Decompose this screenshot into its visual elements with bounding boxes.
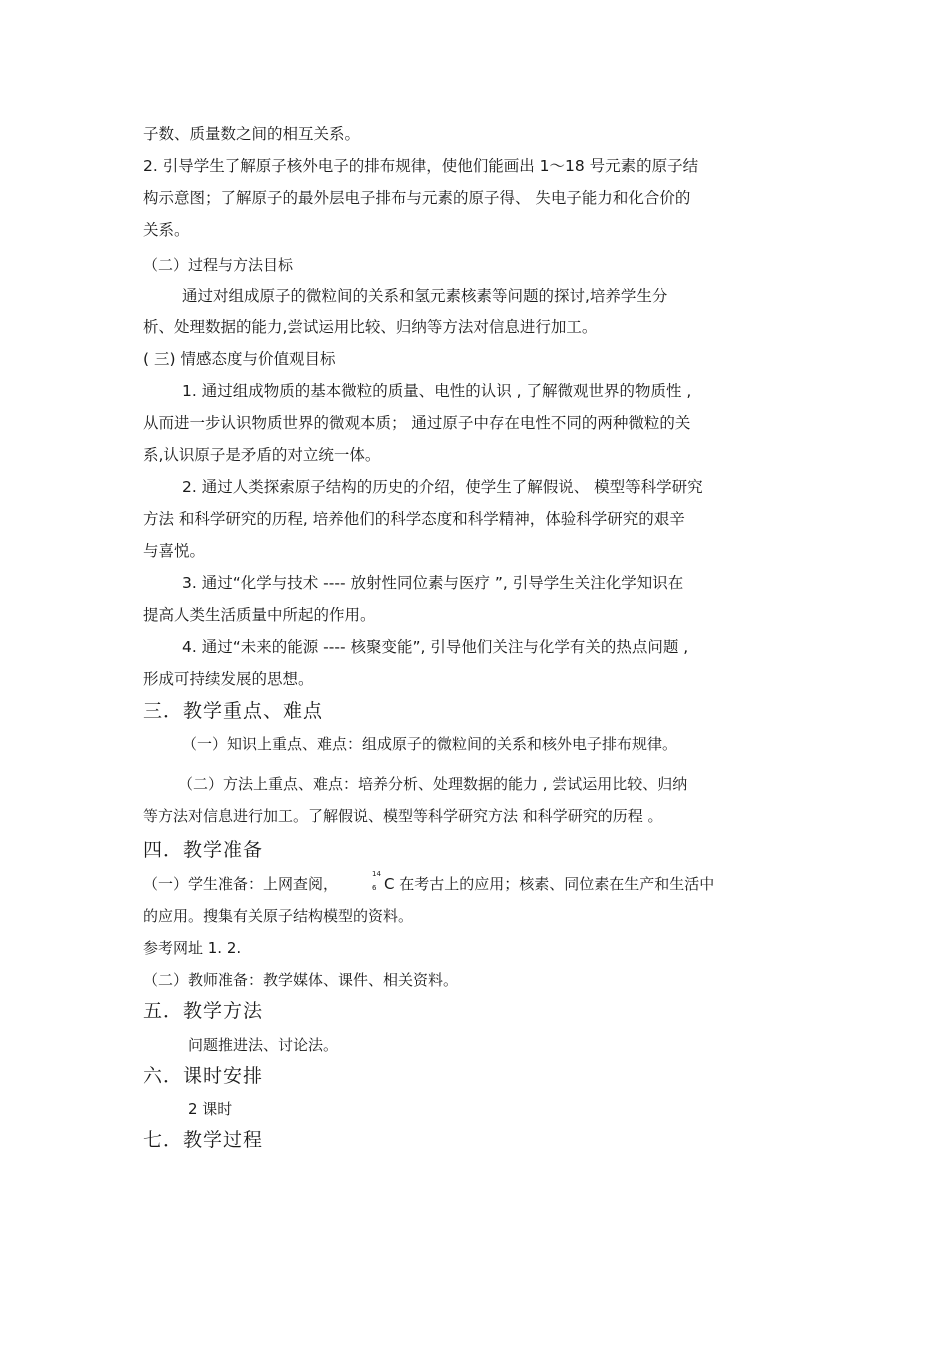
text-line: 析、处理数据的能力,尝试运用比较、归纳等方法对信息进行加工。 — [143, 318, 598, 336]
subheading: ( 三) 情感态度与价值观目标 — [143, 350, 336, 368]
text-line: 参考网址 1. 2. — [143, 939, 242, 957]
text-line: 的应用。搜集有关原子结构模型的资料。 — [143, 907, 414, 925]
isotope-notation — [370, 870, 384, 894]
section-heading: 五．教学方法 — [143, 1000, 264, 1022]
text-line: 2. 引导学生了解原子核外电子的排布规律，使他们能画出 1～18 号元素的原子结 — [143, 157, 699, 175]
text-line: 4. 通过“未来的能源 ---- 核聚变能”, 引导他们关注与化学有关的热点问题 , — [182, 638, 689, 656]
text-line: 从而进一步认识物质世界的微观本质； 通过原子中存在电性不同的两种微粒的关 — [143, 414, 691, 432]
text-line: 子数、质量数之间的相互关系。 — [143, 125, 361, 143]
text-line: 1. 通过组成物质的基本微粒的质量、电性的认识 , 了解微观世界的物质性 , — [182, 382, 692, 400]
element-symbol: C — [384, 875, 395, 893]
section-heading: 四．教学准备 — [143, 839, 264, 861]
text-line: 构示意图；了解原子的最外层电子排布与元素的原子得、 失电子能力和化合价的 — [143, 189, 691, 207]
text-line: 方法 和科学研究的历程, 培养他们的科学态度和科学精神，体验科学研究的艰辛 — [143, 510, 685, 528]
text-line: 通过对组成原子的微粒间的关系和氢元素核素等问题的探讨,培养学生分 — [182, 287, 668, 305]
section-heading: 六．课时安排 — [143, 1065, 264, 1087]
text-line: 形成可持续发展的思想。 — [143, 670, 314, 688]
text-line: 3. 通过“化学与技术 ---- 放射性同位素与医疗 ”, 引导学生关注化学知识在 — [182, 574, 684, 592]
text-line: 与喜悦。 — [143, 542, 206, 560]
text-line: （一）知识上重点、难点：组成原子的微粒间的关系和核外电子排布规律。 — [182, 735, 678, 753]
atomic-number: 6 — [372, 884, 377, 892]
text-line — [143, 870, 715, 894]
text-line: 关系。 — [143, 221, 190, 239]
text-line: 系,认识原子是矛盾的对立统一体。 — [143, 446, 381, 464]
text-line: （二）方法上重点、难点：培养分析、处理数据的能力 , 尝试运用比较、归纳 — [178, 775, 688, 793]
section-heading: 三．教学重点、难点 — [143, 700, 324, 722]
text-line: 问题推进法、讨论法。 — [188, 1036, 339, 1054]
text-segment: 在考古上的应用；核素、同位素在生产和生活中 — [394, 875, 715, 893]
text-line: 等方法对信息进行加工。了解假说、模型等科学研究方法 和科学研究的历程 。 — [143, 807, 663, 825]
text-segment: （一）学生准备：上网查阅， — [143, 875, 339, 893]
text-line: 2. 通过人类探索原子结构的历史的介绍，使学生了解假说、 模型等科学研究 — [182, 478, 703, 496]
section-heading: 七．教学过程 — [143, 1129, 264, 1151]
text-line: 提高人类生活质量中所起的作用。 — [143, 606, 376, 624]
text-line: 2 课时 — [188, 1100, 233, 1118]
mass-number: 14 — [372, 870, 381, 878]
subheading: （二）过程与方法目标 — [143, 256, 294, 274]
text-line: （二）教师准备：教学媒体、课件、相关资料。 — [143, 971, 459, 989]
